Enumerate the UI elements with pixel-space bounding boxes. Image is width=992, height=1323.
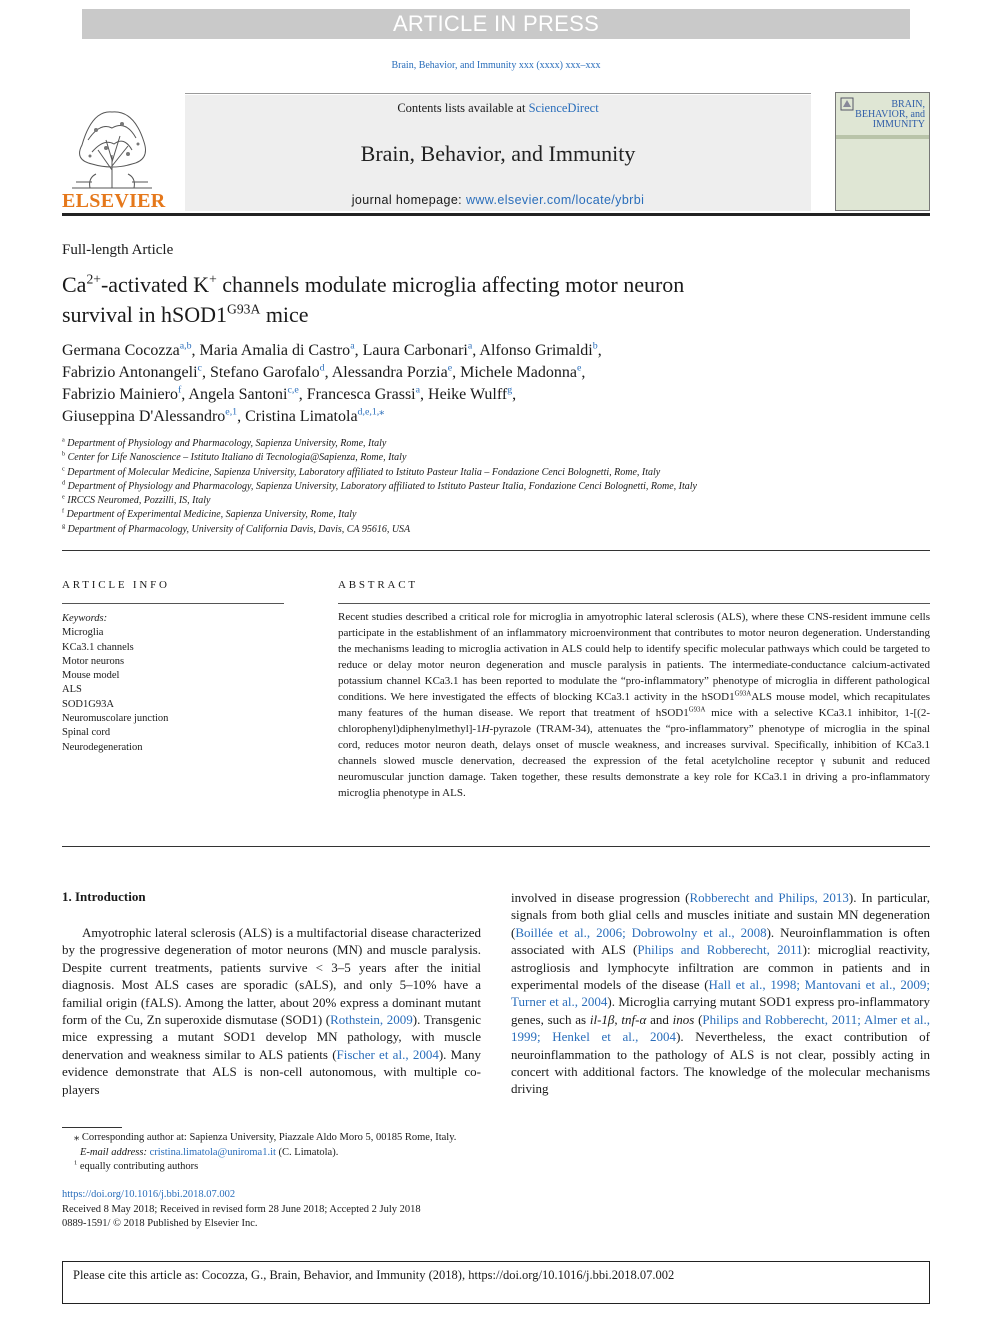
affiliation-text: Department of Physiology and Pharmacology, Sapienza University, Rome, Italy — [64, 438, 387, 449]
author-separator: , — [452, 364, 461, 381]
author-affiliation-mark[interactable]: c,e — [287, 384, 299, 396]
author-name[interactable]: Heike Wulff — [428, 386, 508, 403]
journal-title: Brain, Behavior, and Immunity — [360, 141, 636, 166]
footnote-mark: 1 — [74, 1159, 78, 1167]
author-name[interactable]: Angela Santoni — [188, 386, 288, 403]
author-affiliation-mark[interactable]: d — [319, 362, 325, 374]
affiliation-text: Department of Experimental Medicine, Sapienza University, Rome, Italy — [64, 509, 357, 521]
author-name[interactable]: Giuseppina D'Alessandro — [62, 408, 226, 425]
gene-name: tnf-α — [621, 1011, 647, 1027]
author-separator: , — [181, 386, 189, 403]
affiliation-item — [62, 451, 922, 465]
reference-link[interactable]: Hall et al., 1998; Mantovani et al., 2009; Turner et al., 2004 — [511, 977, 930, 1010]
article-title — [62, 270, 862, 330]
author-name[interactable]: Germana Cocozza — [62, 342, 180, 359]
affiliation-text: Center for Life Nanoscience – Istituto Italiano di Tecnologia@Sapienza, Rome, Italy — [65, 452, 407, 464]
author-separator: , — [324, 364, 332, 381]
author-affiliation-mark[interactable]: e,1 — [225, 406, 238, 418]
abstract-part: Recent studies described a critical role for microglia in amyotrophic lateral sclerosis (ALS), where these CNS-resident immune cells participate in the establishment of an inflammatory microenvironment that contributes to motor neuron degeneration. Understanding the mechanisms leading to microglia activation in ALS could help to identify specific molecular pathways which could be targeted to reduce or delay motor neuron degeneration and muscle paralysis in patients. The intermediate-conductance calcium-activated potassium channel KCa3.1 has been reported to modulate the “pro-inflammatory” phenotype of microglia in different pathological conditions. We here investigated the effects of blocking KCa3.1 activity in the hSOD1 — [338, 611, 930, 703]
keyword-item[interactable]: Neuromuscolare junction — [62, 713, 169, 725]
keyword-item[interactable]: KCa3.1 channels — [62, 641, 134, 653]
affiliation-text: Department of Molecular Medicine, Sapienza University, Laboratory affiliated to Istituto Pasteur Italia – Fondazione Cenci Bolognetti, Rome, Italy — [64, 466, 661, 478]
author-name[interactable]: Fabrizio Antonangeli — [62, 364, 198, 381]
reference-link[interactable]: Rothstein, 2009 — [330, 1012, 413, 1028]
author-name[interactable]: Francesca Grassi — [306, 386, 416, 403]
author-affiliation-mark[interactable]: f — [177, 384, 182, 396]
sciencedirect-link[interactable]: ScienceDirect — [528, 101, 599, 115]
title-superscript: 2+ — [86, 271, 101, 287]
affiliation-item — [62, 494, 922, 508]
author-affiliation-mark[interactable]: g — [507, 384, 513, 396]
title-part: -activated K — [100, 272, 210, 297]
author-name[interactable]: Maria Amalia di Castro — [199, 342, 351, 359]
affiliation-label: a — [62, 436, 65, 444]
affiliation-label: b — [62, 450, 66, 458]
abstract-part: ALS mouse model, which recapitulates many features of the human disease. We report that treatment of hSOD1 — [338, 691, 930, 719]
body-text: ( — [694, 1011, 703, 1027]
gene-name: il-1β — [589, 1011, 615, 1027]
keywords-list — [62, 626, 168, 755]
masthead-top-rule — [185, 93, 811, 94]
abstract-superscript: G93A — [688, 706, 706, 714]
body-text: ). Many evidence demonstrate that ALS is non-cell autonomous, with multiple co-players — [62, 1046, 481, 1097]
body-text: , — [614, 1011, 622, 1027]
footnote-equal-contribution — [62, 1160, 456, 1175]
affiliation-item — [62, 466, 922, 480]
article-info-rule — [62, 603, 284, 604]
affiliation-text: IRCCS Neuromed, Pozzilli, IS, Italy — [64, 495, 211, 507]
keyword-item[interactable]: SOD1G93A — [62, 698, 114, 710]
author-name[interactable]: Alessandra Porzia — [331, 364, 448, 381]
abstract-part: mice with a selective KCa3.1 inhibitor, 1-[(2-chlorophenyl)diphenylmethyl]-1 — [338, 707, 931, 735]
email-suffix: (C. Limatola). — [275, 1146, 339, 1158]
body-text: ). In particular, signals from both glial cells and muscles initiate and sustain MN degeneration ( — [511, 890, 930, 940]
keyword-item[interactable]: Motor neurons — [62, 655, 125, 667]
doi-link[interactable]: https://doi.org/10.1016/j.bbi.2018.07.002 — [62, 1189, 236, 1200]
title-part: Ca — [62, 272, 87, 297]
section-divider — [62, 550, 930, 551]
received-dates: Received 8 May 2018; Received in revised form 28 June 2018; Accepted 2 July 2018 — [62, 1203, 421, 1215]
abstract-part: -pyrazole (TRAM-34), attenuates the “pro-inflammatory” phenotype of microglia in the spinal cord, reduces motor neuron death, delays onset of muscle weakness, and increases survival. Specifically, inhibition of KCa3.1 channels slowed muscle denervation, decreased the expression of the fetal acetylcholine receptor γ subunit and reduced neuromuscular junction damage. Taken together, these results demonstrate a key role for KCa3.1 in driving a pro-inflammatory microglia phenotype in ALS. — [338, 723, 930, 799]
author-affiliation-mark[interactable]: c — [197, 362, 202, 374]
footnote-mark: ⁎ — [74, 1132, 80, 1143]
author-affiliation-mark[interactable]: a,b — [179, 340, 192, 352]
intro-right-column — [511, 889, 930, 1098]
affiliation-item — [62, 480, 922, 494]
author-separator: , — [597, 342, 602, 359]
copyright-line: 0889-1591/ © 2018 Published by Elsevier Inc. — [62, 1218, 258, 1229]
keyword-item[interactable]: Spinal cord — [62, 727, 111, 739]
keywords-block — [62, 612, 168, 755]
affiliation-label: g — [62, 522, 66, 530]
author-separator: , — [191, 342, 200, 359]
title-superscript: G93A — [227, 301, 261, 317]
email-label: E-mail address: — [80, 1146, 147, 1158]
reference-link[interactable]: Robberecht and Philips, 2013 — [689, 890, 849, 905]
keyword-item[interactable]: Neurodegeneration — [62, 741, 143, 753]
author-affiliation-mark[interactable]: e — [447, 362, 453, 374]
reference-link[interactable]: Boillée et al., 2006; Dobrowolny et al., 2008 — [515, 924, 767, 940]
journal-citation-link[interactable]: Brain, Behavior, and Immunity xxx (xxxx) xxx–xxx — [391, 60, 601, 71]
reference-link[interactable]: Philips and Robberecht, 2011 — [637, 942, 803, 958]
body-text: involved in disease progression ( — [511, 890, 690, 905]
body-text: ). Microglia carrying mutant SOD1 express pro-inflammatory genes, such as — [511, 994, 930, 1027]
author-name[interactable]: Fabrizio Mainiero — [62, 386, 178, 403]
author-name[interactable]: Michele Madonna — [460, 364, 577, 381]
publication-info — [62, 1188, 421, 1232]
footnote-text: Corresponding author at: Sapienza University, Piazzale Aldo Moro 5, 00185 Rome, Italy. — [79, 1132, 457, 1143]
affiliation-item — [62, 437, 922, 451]
keyword-item[interactable]: ALS — [62, 684, 82, 696]
please-cite-box — [62, 1261, 930, 1304]
footnote-corresponding — [62, 1131, 456, 1146]
intro-left-column — [62, 924, 481, 1098]
abstract-rule — [338, 603, 930, 604]
author-separator: , — [472, 342, 480, 359]
section-divider — [62, 846, 930, 847]
journal-masthead — [185, 95, 811, 211]
affiliation-label: d — [62, 479, 66, 487]
author-separator: , — [237, 408, 246, 425]
cover-logo-icon — [840, 97, 854, 111]
homepage-link[interactable]: www.elsevier.com/locate/ybrbi — [465, 193, 645, 207]
elsevier-wordmark: ELSEVIER — [62, 190, 166, 212]
cover-title: BRAIN, BEHAVIOR, and IMMUNITY — [855, 99, 925, 130]
journal-cover-thumbnail[interactable] — [835, 92, 930, 211]
author-affiliation-mark[interactable]: e — [576, 362, 582, 374]
footnote-email — [62, 1146, 456, 1161]
title-part: channels modulate microglia affecting motor neuron — [216, 272, 685, 297]
body-text: ). Transgenic mice expressing a mutant SOD1 develop MN pathology, with muscle denervation and weakness similar to ALS patients ( — [62, 1012, 482, 1062]
abstract-italic: H — [481, 723, 490, 735]
title-superscript: + — [209, 271, 217, 287]
abstract-superscript: G93A — [734, 690, 752, 698]
reference-link[interactable]: Philips and Robberecht, 2011; Almer et al., 1999; Henkel et al., 2004 — [511, 1011, 931, 1045]
author-separator: , — [420, 386, 429, 403]
intro-paragraph — [511, 889, 930, 1098]
footnote-text: equally contributing authors — [77, 1161, 199, 1172]
body-text: ). Nevertheless, the exact contribution of neuroinflammation to the pathology of ALS is not clear, possibly acting in concert with additional factors. The knowledge of the molecular mechanisms driving — [511, 1029, 930, 1097]
title-part: survival in hSOD1 — [62, 302, 227, 327]
keywords-label: Keywords: — [62, 613, 108, 624]
body-text: Amyotrophic lateral sclerosis (ALS) is a multifactorial disease characterized by the progressive degeneration of motor neurons (MN) and muscle paralysis. Despite current treatments, patients survive < 3–5 years after the initial diagnosis. Most ALS cases are sporadic (sALS), and only 5–10% have a familial origin (fALS). Among the latter, about 20% express a dominant mutant form of the Cu, Zn superoxide dismutase (SOD1) ( — [62, 925, 481, 1028]
keyword-item[interactable]: Microglia — [62, 627, 104, 639]
affiliation-list — [62, 437, 922, 537]
intro-paragraph — [62, 924, 481, 1098]
affiliation-text: Department of Pharmacology, University of California Davis, Davis, CA 95616, USA — [65, 523, 411, 535]
keyword-item[interactable]: Mouse model — [62, 670, 120, 682]
author-list — [62, 340, 782, 428]
footnotes — [62, 1131, 456, 1175]
cover-band — [836, 135, 929, 139]
article-in-press-banner: ARTICLE IN PRESS — [82, 9, 910, 39]
contents-prefix: Contents lists available at — [397, 101, 529, 115]
homepage-prefix: journal homepage: — [351, 193, 466, 207]
affiliation-item — [62, 523, 922, 537]
author-separator: , — [512, 386, 517, 403]
body-text: and — [646, 1011, 673, 1027]
article-type: Full-length Article — [62, 242, 174, 258]
article-info-heading: ARTICLE INFO — [62, 579, 170, 591]
affiliation-label: e — [62, 493, 65, 501]
affiliation-text: Department of Physiology and Pharmacology, Sapienza University, Laboratory affiliated to Istituto Pasteur Italia, Fondazione Cenci Bolognetti, Rome, Italy — [65, 480, 697, 492]
author-separator: , — [354, 342, 363, 359]
affiliation-label: c — [62, 465, 65, 473]
footnote-rule — [62, 1127, 122, 1128]
abstract-heading: ABSTRACT — [338, 579, 418, 591]
author-affiliation-mark[interactable]: a — [350, 340, 355, 352]
author-affiliation-mark[interactable]: b — [592, 340, 598, 352]
author-name[interactable]: Cristina Limatola — [245, 408, 358, 425]
affiliation-label: f — [62, 508, 65, 516]
author-separator: , — [298, 386, 307, 403]
contents-lists-line — [185, 101, 811, 116]
author-affiliation-mark[interactable]: a — [467, 340, 473, 352]
abstract-text — [338, 609, 930, 801]
introduction-heading: 1. Introduction — [62, 889, 146, 904]
body-text: ). Neuroinflammation is often associated with ALS ( — [511, 924, 930, 958]
affiliation-item — [62, 508, 922, 522]
gene-name: inos — [672, 1011, 695, 1027]
journal-homepage-line — [185, 193, 811, 207]
title-part: mice — [260, 302, 309, 327]
author-separator: , — [201, 364, 210, 381]
please-cite-text: Please cite this article as: Cocozza, G., Brain, Behavior, and Immunity (2018), https://doi.org/10.1016/j.bbi.2018.07.002 — [73, 1268, 675, 1282]
author-separator: , — [581, 364, 586, 381]
masthead-bottom-rule — [62, 213, 930, 216]
email-link[interactable]: cristina.limatola@uniroma1.it — [149, 1146, 276, 1158]
author-name[interactable]: Laura Carbonari — [362, 342, 468, 359]
author-affiliation-mark[interactable]: a — [415, 384, 421, 396]
body-text: ): microglial reactivity, astrogliosis and lymphocyte infiltration are common in patients and in experimental models of the disease ( — [511, 942, 930, 993]
author-affiliation-mark[interactable]: d,e,1,⁎ — [357, 406, 385, 418]
author-name[interactable]: Stefano Garofalo — [209, 364, 320, 381]
author-name[interactable]: Alfonso Grimaldi — [479, 342, 593, 359]
reference-link[interactable]: Fischer et al., 2004 — [336, 1046, 439, 1062]
